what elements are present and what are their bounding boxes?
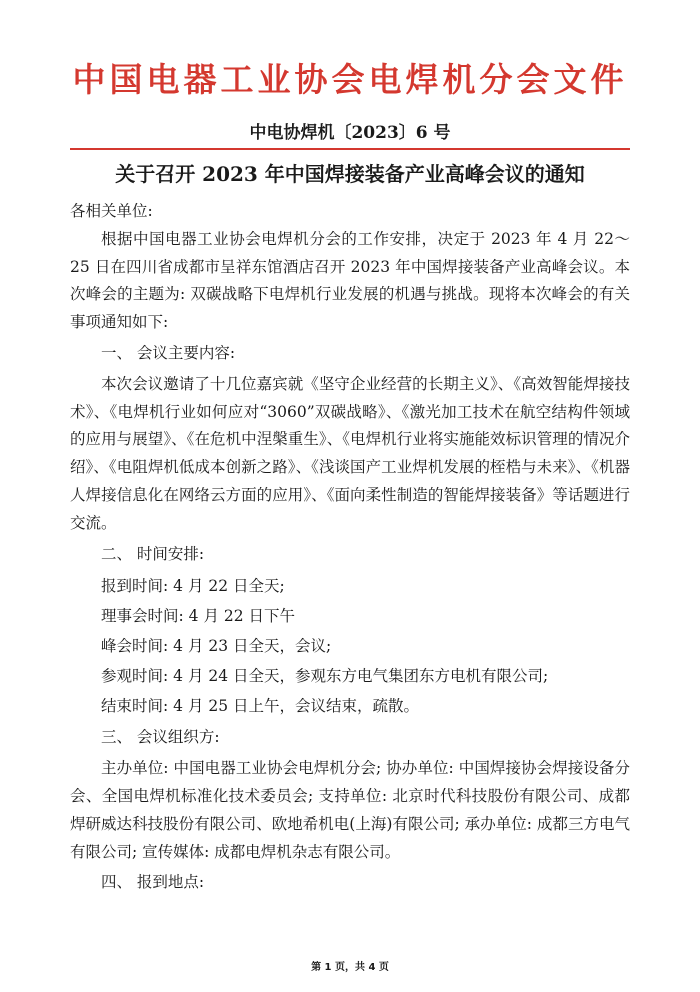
section-2-heading: 二、 时间安排: [101, 544, 205, 563]
schedule-item-council: 理事会时间: 4 月 22 日下午 [101, 607, 296, 626]
schedule-item-summit: 峰会时间: 4 月 23 日全天，会议; [101, 637, 332, 656]
document-title: 关于召开 2023 年中国焊接装备产业高峰会议的通知 [115, 162, 585, 186]
schedule-item-checkin: 报到时间: 4 月 22 日全天; [101, 577, 285, 596]
section-4-heading: 四、 报到地点: [101, 873, 205, 892]
salutation: 各相关单位: [70, 202, 153, 220]
section-3-heading: 三、 会议组织方: [101, 728, 220, 747]
section-1-content: 本次会议邀请了十几位嘉宾就《坚守企业经营的长期主义》、《高效智能焊接技术》、《电焊机行业如何应对“3060”双碳战略》、《激光加工技术在航空结构件领域的应用与展望》、《在危机中涅槃重生》、《电焊机行业将实施能效标识管理的情况介绍》、《电阻焊机低成本创新之路》、《浅谈国产工业焊机发展的桎梏与未来》、《机器人焊接信息化在网络云方面的应用》、《面向柔性制造的智能焊接装备》等话题进行交流。 [70, 374, 630, 532]
intro-paragraph: 根据中国电器工业协会电焊机分会的工作安排，决定于 2023 年 4 月 22～25 日在四川省成都市呈祥东馆酒店召开 2023 年中国焊接装备产业高峰会议。本次峰会的主题为: 双碳战略下电焊机行业发展的机遇与挑战。现将本次峰会的有关事项通知如下: [70, 229, 630, 332]
document-number: 中电协焊机〔2023〕6 号 [249, 123, 451, 143]
page-indicator: 第 1 页，共 4 页 [311, 962, 389, 973]
org-masthead: 中国电器工业协会电焊机分会文件 [72, 60, 628, 99]
section-3-content: 主办单位: 中国电器工业协会电焊机分会; 协办单位: 中国焊接协会焊接设备分会、全国电焊机标准化技术委员会; 支持单位: 北京时代科技股份有限公司、成都焊研威达科技股份有限公司、欧地希机电(上海)有限公司; 承办单位: 成都三方电气有限公司; 宣传媒体: 成都电焊机杂志有限公司。 [70, 759, 630, 861]
schedule-item-end: 结束时间: 4 月 25 日上午，会议结束，疏散。 [101, 697, 420, 716]
header-divider [70, 148, 630, 150]
section-1-heading: 一、 会议主要内容: [101, 343, 236, 362]
document-body [70, 198, 630, 900]
schedule-item-visit: 参观时间: 4 月 24 日全天，参观东方电气集团东方电机有限公司; [101, 667, 549, 686]
